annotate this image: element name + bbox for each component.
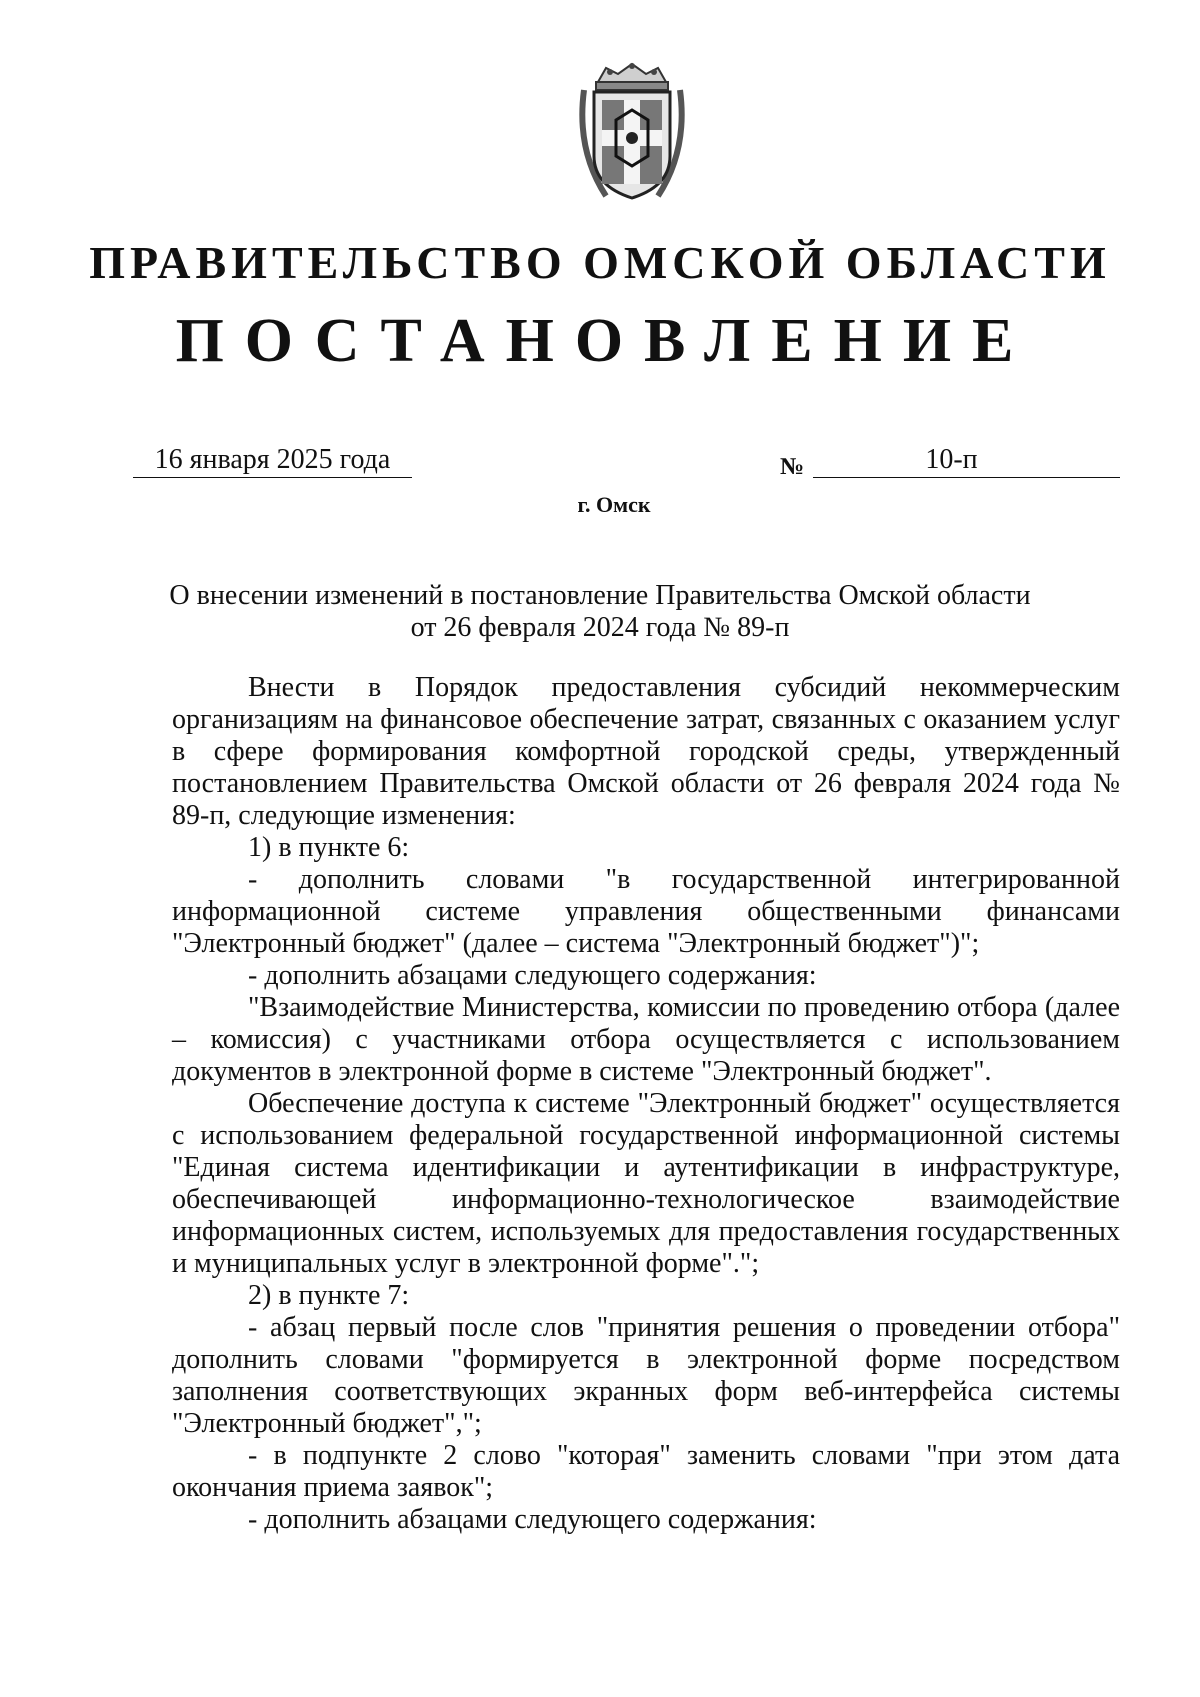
body-paragraph: Внести в Порядок предоставления субсидий некоммерческим организациям на финансовое обеспечение затрат, связанных с оказанием услуг в сфере формирования комфортной городской среды, утвержденный постановлением Правительства Омской области от 26 февраля 2024 года № 89-п, следующие изменения: bbox=[172, 672, 1120, 831]
body-paragraph: - дополнить абзацами следующего содержания: bbox=[248, 1504, 817, 1535]
number-sign: № bbox=[780, 454, 805, 480]
body-paragraph: Обеспечение доступа к системе "Электронный бюджет" осуществляется с использованием федеральной государственной информационной системы "Единая система идентификации и аутентификации в инфраструктуре, обеспечивающей информационно-технологическое взаимодействие информационных систем, используемых для предоставления государственных и муниципальных услуг в электронной форме"."; bbox=[172, 1088, 1120, 1279]
document-number: 10-п bbox=[813, 443, 1120, 478]
organization-title: ПРАВИТЕЛЬСТВО ОМСКОЙ ОБЛАСТИ bbox=[89, 237, 1111, 288]
document-subject bbox=[0, 580, 1200, 644]
subject-line-1: О внесении изменений в постановление Правительства Омской области bbox=[169, 580, 1031, 611]
body-paragraph: - дополнить абзацами следующего содержания: bbox=[248, 960, 817, 991]
subject-line-2: от 26 февраля 2024 года № 89-п bbox=[410, 612, 790, 643]
body-paragraph: 1) в пункте 6: bbox=[248, 832, 410, 863]
city-label: г. Омск bbox=[577, 492, 651, 517]
body-paragraph: 2) в пункте 7: bbox=[248, 1280, 410, 1311]
document-date: 16 января 2025 года bbox=[133, 443, 412, 478]
omsk-region-coat-of-arms-icon bbox=[576, 60, 688, 206]
document-type-title: ПОСТАНОВЛЕНИЕ bbox=[175, 307, 1035, 375]
body-paragraph: "Взаимодействие Министерства, комиссии по проведению отбора (далее – комиссия) с участниками отбора осуществляется с использованием документов в электронной форме в системе "Электронный бюджет". bbox=[172, 992, 1120, 1087]
document-body bbox=[172, 672, 1120, 1536]
body-paragraph: - абзац первый после слов "принятия решения о проведении отбора" дополнить словами "формируется в электронной форме посредством заполнения соответствующих экранных форм веб-интерфейса системы "Электронный бюджет","; bbox=[172, 1312, 1120, 1439]
body-paragraph: - в подпункте 2 слово "которая" заменить словами "при этом дата окончания приема заявок"; bbox=[172, 1440, 1120, 1503]
body-paragraph: - дополнить словами "в государственной интегрированной информационной системе управления общественными финансами "Электронный бюджет" (далее – система "Электронный бюджет")"; bbox=[172, 864, 1120, 959]
